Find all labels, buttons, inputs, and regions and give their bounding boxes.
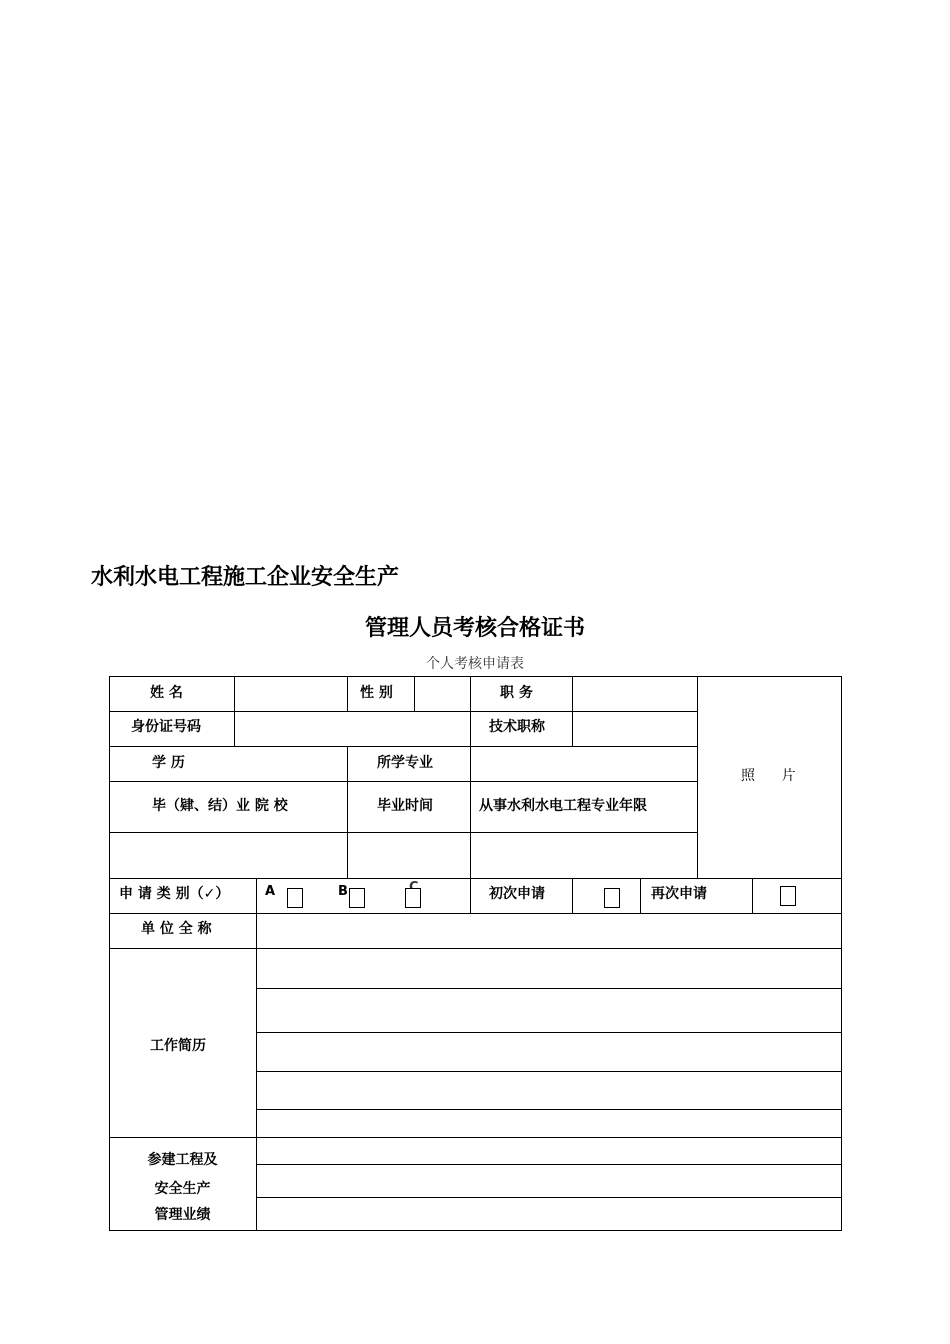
col-line bbox=[572, 878, 573, 913]
project-label-line: 管理业绩 bbox=[154, 1207, 211, 1223]
col-line bbox=[640, 878, 641, 913]
option-a-label: A bbox=[265, 884, 276, 899]
photo-placeholder-label: 照 片 bbox=[741, 768, 796, 784]
project-label-line: 参建工程及 bbox=[147, 1152, 218, 1168]
col-line bbox=[347, 746, 348, 878]
document-title-line1: 水利水电工程施工企业安全生产 bbox=[91, 565, 400, 590]
apply-type-label: 申 请 类 别（✓） bbox=[119, 886, 230, 902]
first-apply-label: 初次申请 bbox=[489, 886, 545, 902]
row-line bbox=[109, 711, 697, 712]
position-label: 职 务 bbox=[500, 685, 533, 701]
col-line bbox=[470, 676, 471, 746]
unit-name-label: 单 位 全 称 bbox=[141, 921, 212, 937]
row-line bbox=[256, 988, 842, 989]
name-label: 姓 名 bbox=[150, 685, 183, 701]
first-apply-checkbox[interactable] bbox=[604, 888, 620, 908]
col-line bbox=[234, 676, 235, 747]
grad-time-label: 毕业时间 bbox=[377, 798, 433, 814]
major-label: 所学专业 bbox=[377, 755, 433, 771]
table-border-top bbox=[109, 676, 842, 677]
row-line bbox=[109, 878, 842, 879]
row-line bbox=[109, 832, 697, 833]
row-line bbox=[256, 1032, 842, 1033]
project-label-line: 安全生产 bbox=[154, 1181, 211, 1197]
row-line bbox=[256, 1109, 842, 1110]
col-line bbox=[256, 878, 257, 1230]
col-line bbox=[752, 878, 753, 913]
reapply-label: 再次申请 bbox=[651, 886, 707, 902]
reapply-checkbox[interactable] bbox=[780, 886, 796, 906]
tech-title-label: 技术职称 bbox=[489, 719, 545, 735]
project-performance-label bbox=[109, 1146, 256, 1226]
table-border-right bbox=[841, 676, 842, 1231]
gender-label: 性 别 bbox=[360, 685, 393, 701]
option-a-checkbox[interactable] bbox=[287, 888, 303, 908]
document-title-line2-text: 管理人员考核合格证书 bbox=[364, 616, 585, 641]
option-b-checkbox[interactable] bbox=[349, 888, 365, 908]
education-label: 学 历 bbox=[152, 755, 185, 771]
row-line bbox=[256, 1164, 842, 1165]
row-line bbox=[109, 781, 697, 782]
option-c-checkbox[interactable] bbox=[405, 888, 421, 908]
col-line bbox=[470, 746, 471, 913]
col-line bbox=[697, 676, 698, 878]
row-line bbox=[109, 948, 842, 949]
option-b-label: B bbox=[338, 884, 348, 899]
years-in-field-label: 从事水利水电工程专业年限 bbox=[479, 798, 647, 814]
form-subtitle: 个人考核申请表 bbox=[426, 656, 524, 672]
work-history-label: 工作简历 bbox=[150, 1038, 206, 1054]
row-line bbox=[256, 1197, 842, 1198]
row-line bbox=[109, 1137, 842, 1138]
table-border-bottom bbox=[109, 1230, 842, 1231]
row-line bbox=[256, 1071, 842, 1072]
row-line bbox=[109, 913, 842, 914]
col-line bbox=[347, 676, 348, 711]
id-number-label: 身份证号码 bbox=[131, 719, 201, 735]
col-line bbox=[414, 676, 415, 711]
school-label: 毕（肄、结）业 院 校 bbox=[152, 798, 288, 814]
row-line bbox=[109, 746, 697, 747]
col-line bbox=[572, 676, 573, 746]
